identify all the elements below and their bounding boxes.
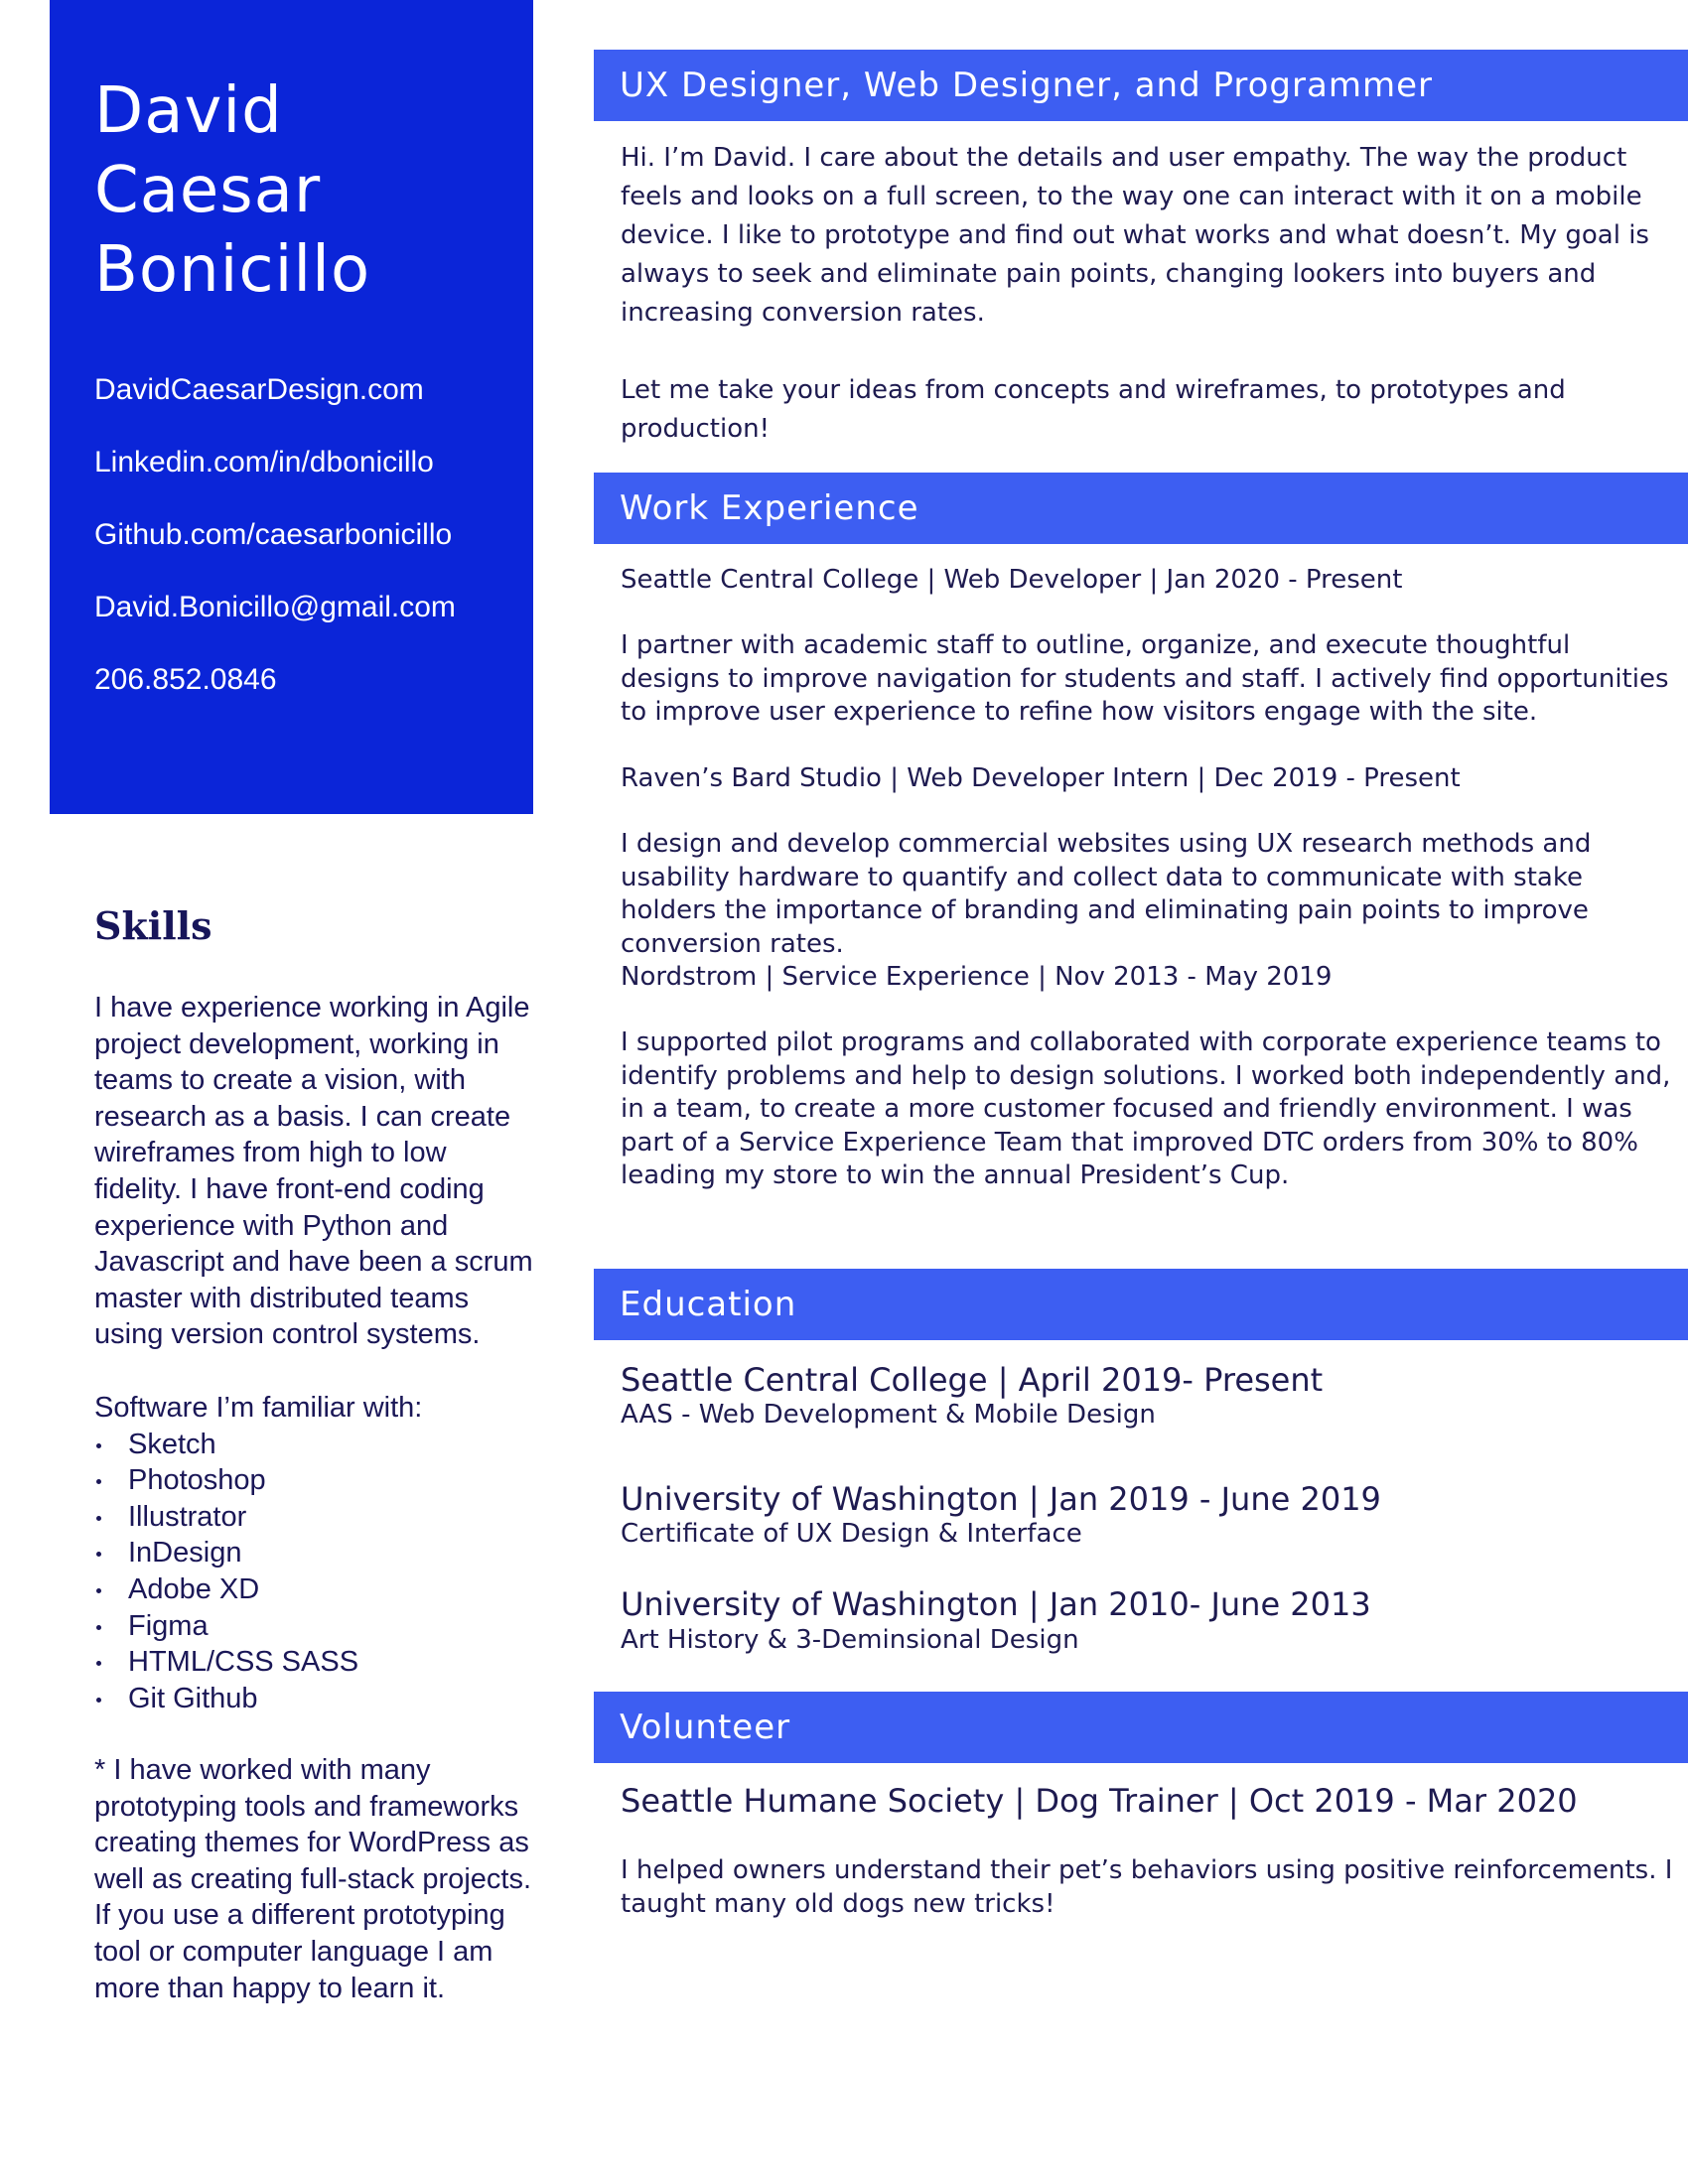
name-first: David: [94, 74, 283, 148]
contact-linkedin[interactable]: Linkedin.com/in/dbonicillo: [94, 446, 434, 478]
contact-phone: 206.852.0846: [94, 663, 277, 696]
job-desc-3: I supported pilot programs and collaborated with corporate experience teams to identify problems and help to design solutions. I worked both independently and, in a team, to create a more customer focused and friendly environment. I was part of a Service Experience Team that improved DTC orders from 30% to 80% leading my store to win the annual President’s Cup.: [621, 1027, 1671, 1190]
work-bar: [594, 473, 1688, 544]
volunteer-desc: I helped owners understand their pet’s behaviors using positive reinforcements. I taught many old dogs new tricks!: [621, 1855, 1673, 1919]
contact-email[interactable]: David.Bonicillo@gmail.com: [94, 591, 456, 623]
edu-degree-3: Art History & 3-Deminsional Design: [621, 1625, 1079, 1655]
list-item: Illustrator: [94, 1499, 536, 1536]
list-item: Figma: [94, 1608, 536, 1645]
volunteer-bar: [594, 1692, 1688, 1763]
job-desc-2: I design and develop commercial websites using UX research methods and usability hardware to quantify and collect data to communicate with stake holders the importance of branding and eliminating pain points to improve conversion rates.: [621, 829, 1592, 959]
skills-text: I have experience working in Agile project development, working in teams to create a vision, with research as a basis. I can create wireframes from high to low fidelity. I have front-end coding experience with Python and Javascript and have been a scrum master with distributed teams using version control systems.: [94, 992, 533, 1351]
list-item: InDesign: [94, 1535, 536, 1571]
volunteer-role: Seattle Humane Society | Dog Trainer | Oct 2019 - Mar 2020: [621, 1782, 1578, 1820]
job-title-3: Nordstrom | Service Experience | Nov 2013 - May 2019: [621, 962, 1333, 992]
name-middle: Caesar: [94, 154, 322, 227]
intro-paragraph-1: Hi. I’m David. I care about the details and user empathy. The way the product feels and looks on a full screen, to the way one can interact with it on a mobile device. I like to prototype and find out what works and what doesn’t. My goal is always to seek and eliminate pain points, changing lookers into buyers and increasing conversion rates.: [621, 143, 1649, 328]
work-title: Work Experience: [620, 488, 919, 528]
list-item: HTML/CSS SASS: [94, 1644, 536, 1681]
edu-school-2: University of Washington | Jan 2019 - June 2019: [621, 1480, 1381, 1518]
intro-paragraph-2: Let me take your ideas from concepts and wireframes, to prototypes and production!: [621, 375, 1566, 444]
skills-note-text: * I have worked with many prototyping tools and frameworks creating themes for WordPress as well as creating full-stack projects. If you use a different prototyping tool or computer language I am more than happy to learn it.: [94, 1754, 531, 2004]
intro-section: [621, 139, 1673, 449]
sidebar-header: [50, 0, 533, 814]
education-title: Education: [620, 1285, 797, 1324]
name-last: Bonicillo: [94, 233, 371, 307]
list-item: Photoshop: [94, 1462, 536, 1499]
list-item: Adobe XD: [94, 1571, 536, 1608]
software-heading: Software I’m familiar with:: [94, 1392, 423, 1424]
list-item: Git Github: [94, 1681, 536, 1717]
edu-school-3: University of Washington | Jan 2010- June 2013: [621, 1585, 1371, 1623]
contact-github[interactable]: Github.com/caesarbonicillo: [94, 518, 453, 551]
software-section: [94, 1390, 536, 1716]
skills-note: [94, 1752, 536, 2006]
headline-title: UX Designer, Web Designer, and Programmer: [620, 66, 1433, 105]
software-list: [94, 1427, 536, 1717]
job-desc-1: I partner with academic staff to outline, organize, and execute thoughtful designs to improve navigation for students and staff. I actively find opportunities to improve user experience to refine how visitors engage with the site.: [621, 630, 1669, 727]
skills-title: Skills: [94, 903, 212, 948]
headline-bar: [594, 50, 1688, 121]
job-title-2: Raven’s Bard Studio | Web Developer Intern | Dec 2019 - Present: [621, 763, 1461, 793]
education-bar: [594, 1269, 1688, 1340]
edu-school-1: Seattle Central College | April 2019- Present: [621, 1361, 1324, 1399]
job-title-1: Seattle Central College | Web Developer | Jan 2020 - Present: [621, 565, 1403, 595]
list-item: Sketch: [94, 1427, 536, 1463]
skills-paragraph: [94, 990, 536, 1353]
edu-degree-2: Certificate of UX Design & Interface: [621, 1519, 1082, 1549]
edu-degree-1: AAS - Web Development & Mobile Design: [621, 1400, 1156, 1430]
volunteer-title: Volunteer: [620, 1707, 791, 1747]
contact-website[interactable]: DavidCaesarDesign.com: [94, 373, 424, 406]
